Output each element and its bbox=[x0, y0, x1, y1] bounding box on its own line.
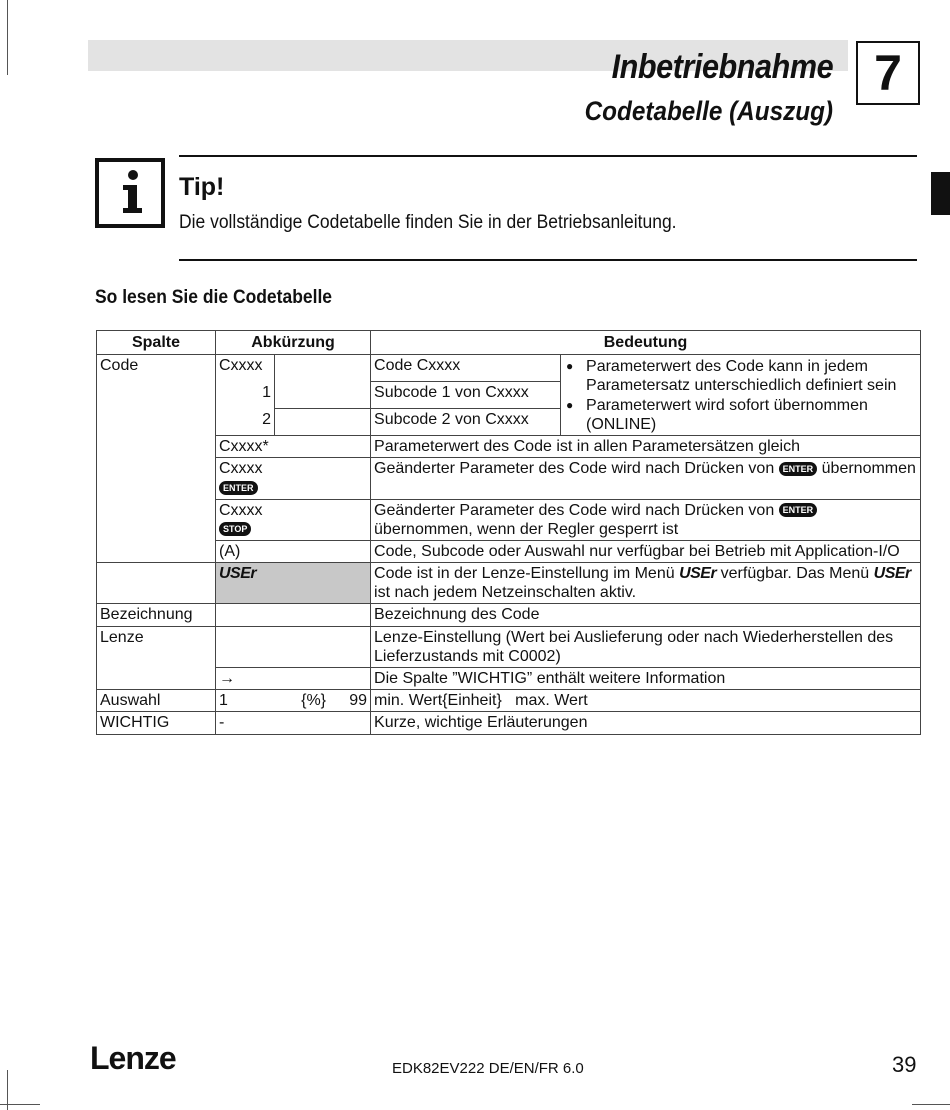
cell-meaning: Lenze-Einstellung (Wert bei Auslieferung oder nach Wiederherstellen des Lieferzustands mit C0002) bbox=[371, 626, 921, 667]
cell-meaning: Kurze, wichtige Erläuterungen bbox=[371, 712, 921, 734]
lenze-logo: Lenze bbox=[90, 1040, 176, 1076]
user-menu-glyph: USEr bbox=[219, 565, 257, 583]
table-row bbox=[97, 690, 921, 712]
crop-mark bbox=[7, 0, 8, 75]
cell-meaning: Code Cxxxx bbox=[371, 355, 561, 382]
section-heading: So lesen Sie die Codetabelle bbox=[95, 287, 333, 308]
tip-rule-bottom bbox=[179, 259, 917, 261]
meaning-text: übernommen, wenn der Regler gesperrt ist bbox=[374, 520, 679, 538]
column-header: Bedeutung bbox=[371, 331, 921, 355]
table-row bbox=[97, 668, 921, 690]
abbr-text: Cxxxx bbox=[219, 460, 263, 478]
stop-key-icon: STOP bbox=[219, 522, 251, 536]
column-header: Abkürzung bbox=[216, 331, 371, 355]
list-item: ● Parameterwert wird sofort übernommen (ONLINE) bbox=[586, 396, 917, 434]
cell-abbr: Cxxxx bbox=[216, 355, 275, 382]
table-row bbox=[97, 540, 921, 562]
user-menu-glyph: USEr bbox=[873, 565, 911, 583]
table-row bbox=[97, 604, 921, 626]
cell-spalte: Bezeichnung bbox=[97, 604, 216, 626]
document-id: EDK82EV222 DE/EN/FR 6.0 bbox=[392, 1060, 584, 1077]
crop-mark bbox=[0, 1104, 40, 1105]
range-min: 1 bbox=[219, 692, 228, 710]
tip-rule-top bbox=[179, 155, 917, 157]
crop-mark bbox=[912, 1104, 950, 1105]
table-row bbox=[97, 458, 921, 499]
page-subtitle: Codetabelle (Auszug) bbox=[584, 96, 833, 126]
meaning-text: Code ist in der Lenze-Einstellung im Menü bbox=[374, 565, 675, 583]
cell-meaning bbox=[371, 563, 921, 604]
chapter-number: 7 bbox=[856, 41, 920, 105]
cell-abbr bbox=[216, 499, 371, 540]
cell-meaning: Bezeichnung des Code bbox=[371, 604, 921, 626]
cell-spalte: WICHTIG bbox=[97, 712, 216, 734]
cell-abbr: 2 bbox=[216, 409, 275, 436]
arrow-icon: → bbox=[216, 668, 371, 690]
info-icon bbox=[95, 158, 165, 228]
cell-meaning: Parameterwert des Code ist in allen Parametersätzen gleich bbox=[371, 435, 921, 457]
cell-spalte: Code bbox=[97, 355, 216, 563]
cell-spalte: Lenze bbox=[97, 626, 216, 690]
cell-spalte: Auswahl bbox=[97, 690, 216, 712]
cell-abbr: (A) bbox=[216, 540, 371, 562]
cell-meaning: Die Spalte ”WICHTIG” enthält weitere Information bbox=[371, 668, 921, 690]
range-max: 99 bbox=[349, 692, 367, 710]
column-header: Spalte bbox=[97, 331, 216, 355]
enter-key-icon: ENTER bbox=[779, 462, 818, 476]
cell-meaning: Subcode 1 von Cxxxx bbox=[371, 382, 561, 409]
cell-abbr: - bbox=[216, 712, 371, 734]
table-row bbox=[97, 435, 921, 457]
cell-meaning bbox=[371, 499, 921, 540]
cell-abbr: 1 bbox=[216, 382, 275, 409]
cell-abbr-user bbox=[216, 563, 371, 604]
cell-abbr bbox=[216, 690, 371, 712]
code-table bbox=[96, 330, 920, 735]
cell-meaning: Subcode 2 von Cxxxx bbox=[371, 409, 561, 436]
table-header-row bbox=[97, 331, 921, 355]
abbr-text: Cxxxx bbox=[219, 501, 263, 519]
enter-key-icon: ENTER bbox=[219, 481, 258, 495]
tip-title: Tip! bbox=[179, 173, 225, 201]
list-item: ● Parameterwert des Code kann in jedem Parametersatz unterschiedlich definiert sein bbox=[586, 357, 917, 395]
cell-meaning-bullets bbox=[561, 355, 921, 436]
table-row bbox=[97, 499, 921, 540]
range-unit: {%} bbox=[301, 692, 327, 710]
chapter-side-tab bbox=[931, 172, 950, 215]
table-row bbox=[97, 355, 921, 382]
table-row bbox=[97, 563, 921, 604]
meaning-text: übernommen bbox=[821, 460, 916, 478]
tip-text: Die vollständige Codetabelle finden Sie in der Betriebsanleitung. bbox=[179, 212, 677, 233]
meaning-text: ist nach jedem Netzeinschalten aktiv. bbox=[374, 584, 637, 602]
cell-meaning: Code, Subcode oder Auswahl nur verfügbar bei Betrieb mit Application-I/O bbox=[371, 540, 921, 562]
table-row bbox=[97, 626, 921, 667]
page-title: Inbetriebnahme bbox=[611, 48, 833, 86]
cell-meaning bbox=[371, 458, 921, 499]
cell-abbr: Cxxxx* bbox=[216, 435, 371, 457]
meaning-text: verfügbar. Das Menü bbox=[720, 565, 870, 583]
table-row bbox=[97, 712, 921, 734]
enter-key-icon: ENTER bbox=[779, 503, 818, 517]
meaning-text: Geänderter Parameter des Code wird nach Drücken von bbox=[374, 501, 775, 519]
cell-abbr bbox=[216, 458, 371, 499]
meaning-text: Geänderter Parameter des Code wird nach Drücken von bbox=[374, 460, 775, 478]
page-number: 39 bbox=[892, 1052, 917, 1077]
cell-meaning: min. Wert{Einheit} max. Wert bbox=[371, 690, 921, 712]
user-menu-glyph: USEr bbox=[679, 565, 717, 583]
